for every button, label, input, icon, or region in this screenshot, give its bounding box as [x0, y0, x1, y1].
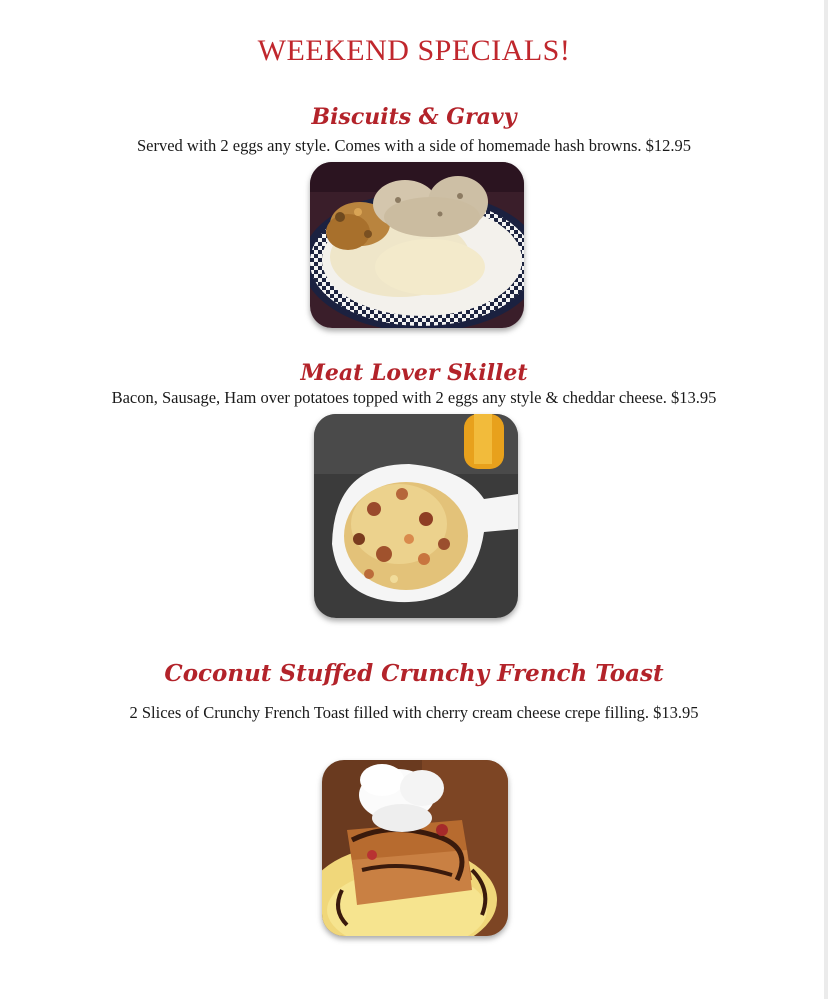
item-description-french-toast: 2 Slices of Crunchy French Toast filled with cherry cream cheese crepe filling. $13.95 — [129, 703, 699, 722]
item-name-meat-lover-skillet: Meat Lover Skillet — [300, 360, 528, 386]
item-description-biscuits-gravy: Served with 2 eggs any style. Comes with a side of homemade hash browns. $12.95 — [136, 136, 692, 155]
biscuits-gravy-photo — [310, 162, 524, 328]
page-title: WEEKEND SPECIALS! — [257, 34, 571, 67]
item-name-biscuits-gravy: Biscuits & Gravy — [311, 104, 517, 130]
meat-lover-skillet-photo — [314, 414, 518, 618]
item-description-meat-lover-skillet: Bacon, Sausage, Ham over potatoes topped with 2 eggs any style & cheddar cheese. $13.95 — [111, 388, 717, 407]
item-name-french-toast: Coconut Stuffed Crunchy French Toast — [164, 660, 664, 687]
french-toast-photo — [322, 760, 508, 936]
